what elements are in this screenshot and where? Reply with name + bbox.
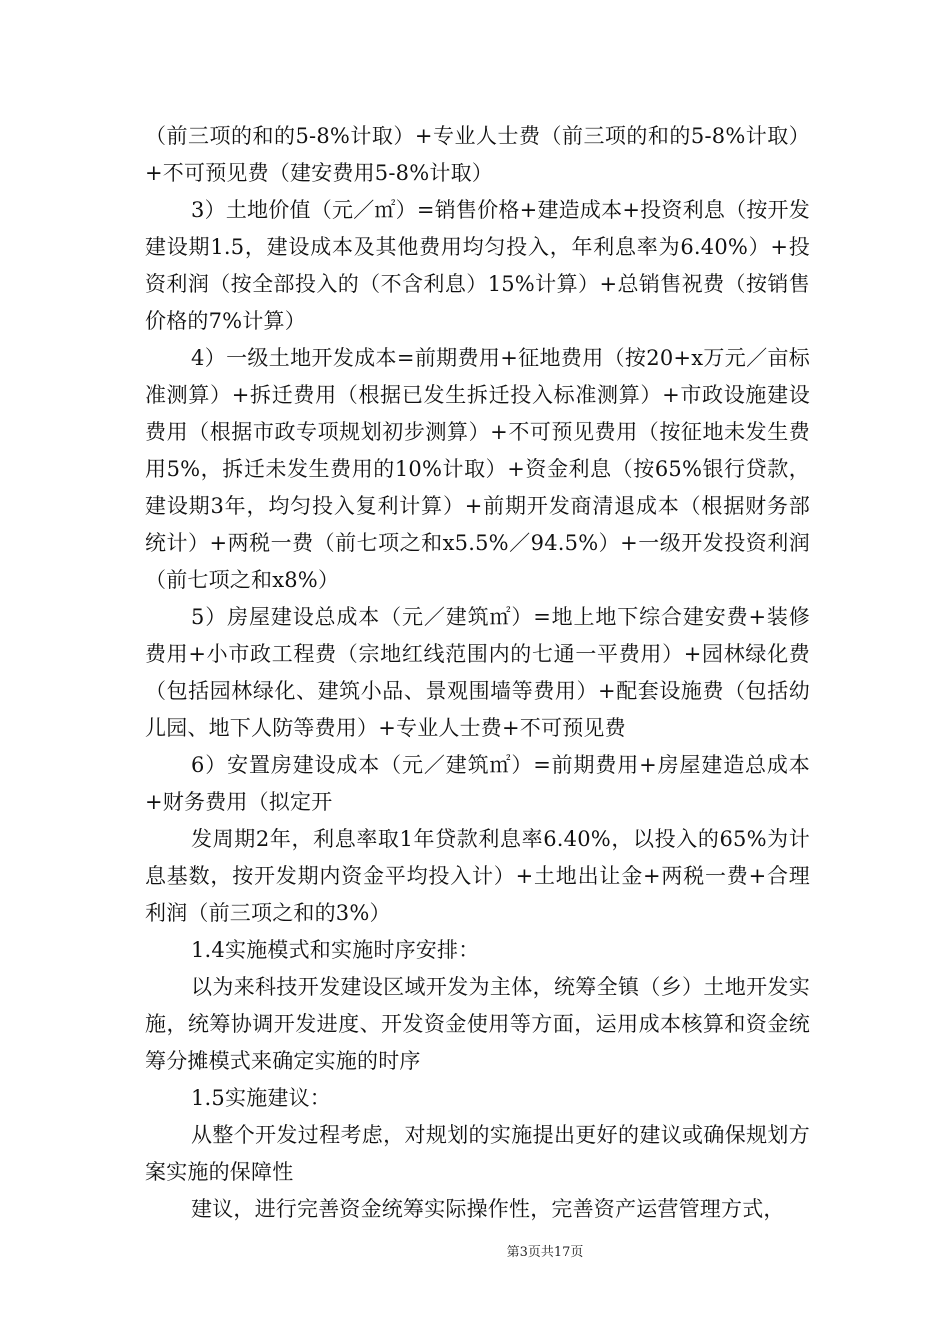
paragraph-primary-land-cost: 4）一级土地开发成本=前期费用+征地费用（按20+x万元／亩标准测算）+拆迁费用（根据已发生拆迁投入标准测算）+市政设施建设费用（根据市政专项规划初步测算）+不可预见费用（按征地未发生费用5%，拆迁未发生费用的10%计取）+资金利息（按65%银行贷款，建设期3年，均匀投入复利计算）+前期开发商清退成本（根据财务部统计）+两税一费（前七项之和x5.5%／94.5%）+一级开发投资利润（前七项之和x8%） (145, 346, 810, 592)
paragraph-resettlement-cost: 6）安置房建设成本（元／建筑㎡）=前期费用+房屋建造总成本+财务费用（拟定开 (145, 753, 810, 814)
paragraph-resettlement-cost-continued: 发周期2年，利息率取1年贷款利息率6.40%，以投入的65%为计息基数，按开发期内资金平均投入计）+土地出让金+两税一费+合理利润（前三项之和的3%） (145, 827, 810, 925)
paragraph-recommendation: 建议，进行完善资金统筹实际操作性，完善资产运营管理方式， (191, 1197, 785, 1221)
paragraph-land-value: 3）土地价值（元／㎡）=销售价格+建造成本+投资利息（按开发建设期1.5，建设成本及其他费用均匀投入，年利息率为6.40%）+投资利润（按全部投入的（不含利息）15%计算）+总销售祝费（按销售价格的7%计算） (145, 198, 810, 333)
paragraph-building-total-cost: 5）房屋建设总成本（元／建筑㎡）=地上地下综合建安费+装修费用+小市政工程费（宗地红线范围内的七通一平费用）+园林绿化费（包括园林绿化、建筑小品、景观围墙等费用）+配套设施费（包括幼儿园、地下人防等费用）+专业人士费+不可预见费 (145, 605, 810, 740)
paragraph-cost-continuation: （前三项的和的5-8%计取）+专业人士费（前三项的和的5-8%计取）+不可预见费（建安费用5-8%计取） (145, 124, 810, 185)
paragraph-implementation-mode: 以为来科技开发建设区域开发为主体，统筹全镇（乡）土地开发实施，统筹协调开发进度、开发资金使用等方面，运用成本核算和资金统筹分摊模式来确定实施的时序 (145, 975, 810, 1073)
section-heading-implementation-mode: 1.4实施模式和实施时序安排： (191, 938, 480, 962)
section-heading-implementation-suggestion: 1.5实施建议： (191, 1086, 331, 1110)
paragraph-implementation-suggestion: 从整个开发过程考虑，对规划的实施提出更好的建议或确保规划方案实施的保障性 (145, 1123, 810, 1184)
document-body (145, 118, 810, 1228)
page-number-footer: 第3页共17页 (506, 1245, 584, 1260)
